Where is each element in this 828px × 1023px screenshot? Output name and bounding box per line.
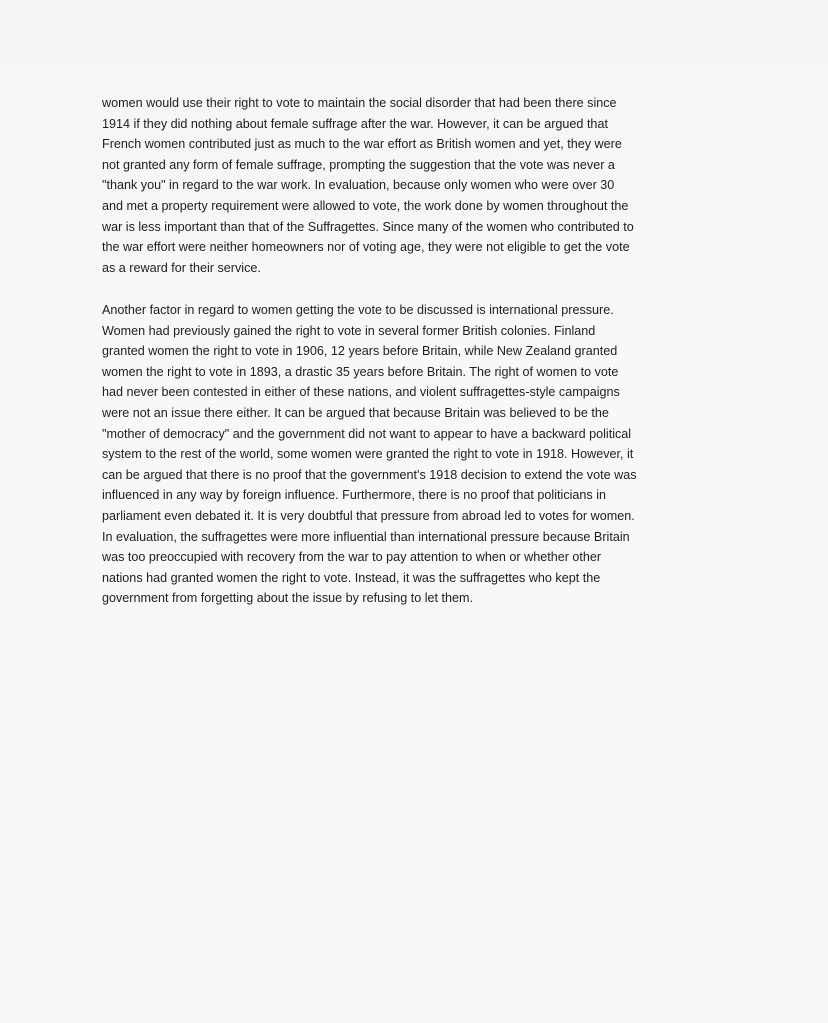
text-line: was too preoccupied with recovery from the war to pay attention to when or whether other: [102, 550, 602, 565]
text-line: In evaluation, the suffragettes were more influential than international pressure because Britain: [102, 529, 630, 544]
text-line: women would use their right to vote to maintain the social disorder that had been there since: [102, 96, 617, 110]
text-line: government from forgetting about the issue by refusing to let them.: [102, 591, 474, 606]
paragraph-war-work: [102, 93, 734, 278]
text-line: women the right to vote in 1893, a drastic 35 years before Britain. The right of women to vote: [102, 364, 619, 379]
text-line: 1914 if they did nothing about female suffrage after the war. However, it can be argued that: [102, 116, 608, 131]
text-line: war is less important than that of the Suffragettes. Since many of the women who contributed to: [102, 219, 634, 234]
text-line: influenced in any way by foreign influence. Furthermore, there is no proof that politicians in: [102, 488, 607, 503]
text-line: Another factor in regard to women getting the vote to be discussed is international pressure.: [102, 303, 614, 317]
text-line: granted women the right to vote in 1906, 12 years before Britain, while New Zealand granted: [102, 344, 618, 359]
text-line: the war effort were neither homeowners nor of voting age, they were not eligible to get the vote: [102, 240, 630, 255]
text-line: had never been contested in either of these nations, and violent suffragettes-style campaigns: [102, 385, 620, 400]
text-line: Women had previously gained the right to vote in several former British colonies. Finland: [102, 323, 596, 338]
text-line: as a reward for their service.: [102, 260, 261, 275]
paragraph-international-pressure: [102, 300, 734, 609]
text-line: system to the rest of the world, some women were granted the right to vote in 1918. However, it: [102, 447, 634, 462]
text-line: not granted any form of female suffrage, prompting the suggestion that the vote was never a: [102, 157, 615, 172]
text-line: "mother of democracy" and the government did not want to appear to have a backward political: [102, 426, 632, 441]
text-line: and met a property requirement were allowed to vote, the work done by women throughout the: [102, 198, 629, 213]
text-line: can be argued that there is no proof that the government's 1918 decision to extend the vote was: [102, 467, 637, 482]
text-line: were not an issue there either. It can be argued that because Britain was believed to be the: [102, 405, 609, 420]
text-line: nations had granted women the right to vote. Instead, it was the suffragettes who kept the: [102, 570, 601, 585]
text-line: French women contributed just as much to the war effort as British women and yet, they were: [102, 137, 622, 152]
text-line: "thank you" in regard to the war work. In evaluation, because only women who were over 30: [102, 178, 615, 193]
text-line: parliament even debated it. It is very doubtful that pressure from abroad led to votes for women.: [102, 508, 635, 523]
